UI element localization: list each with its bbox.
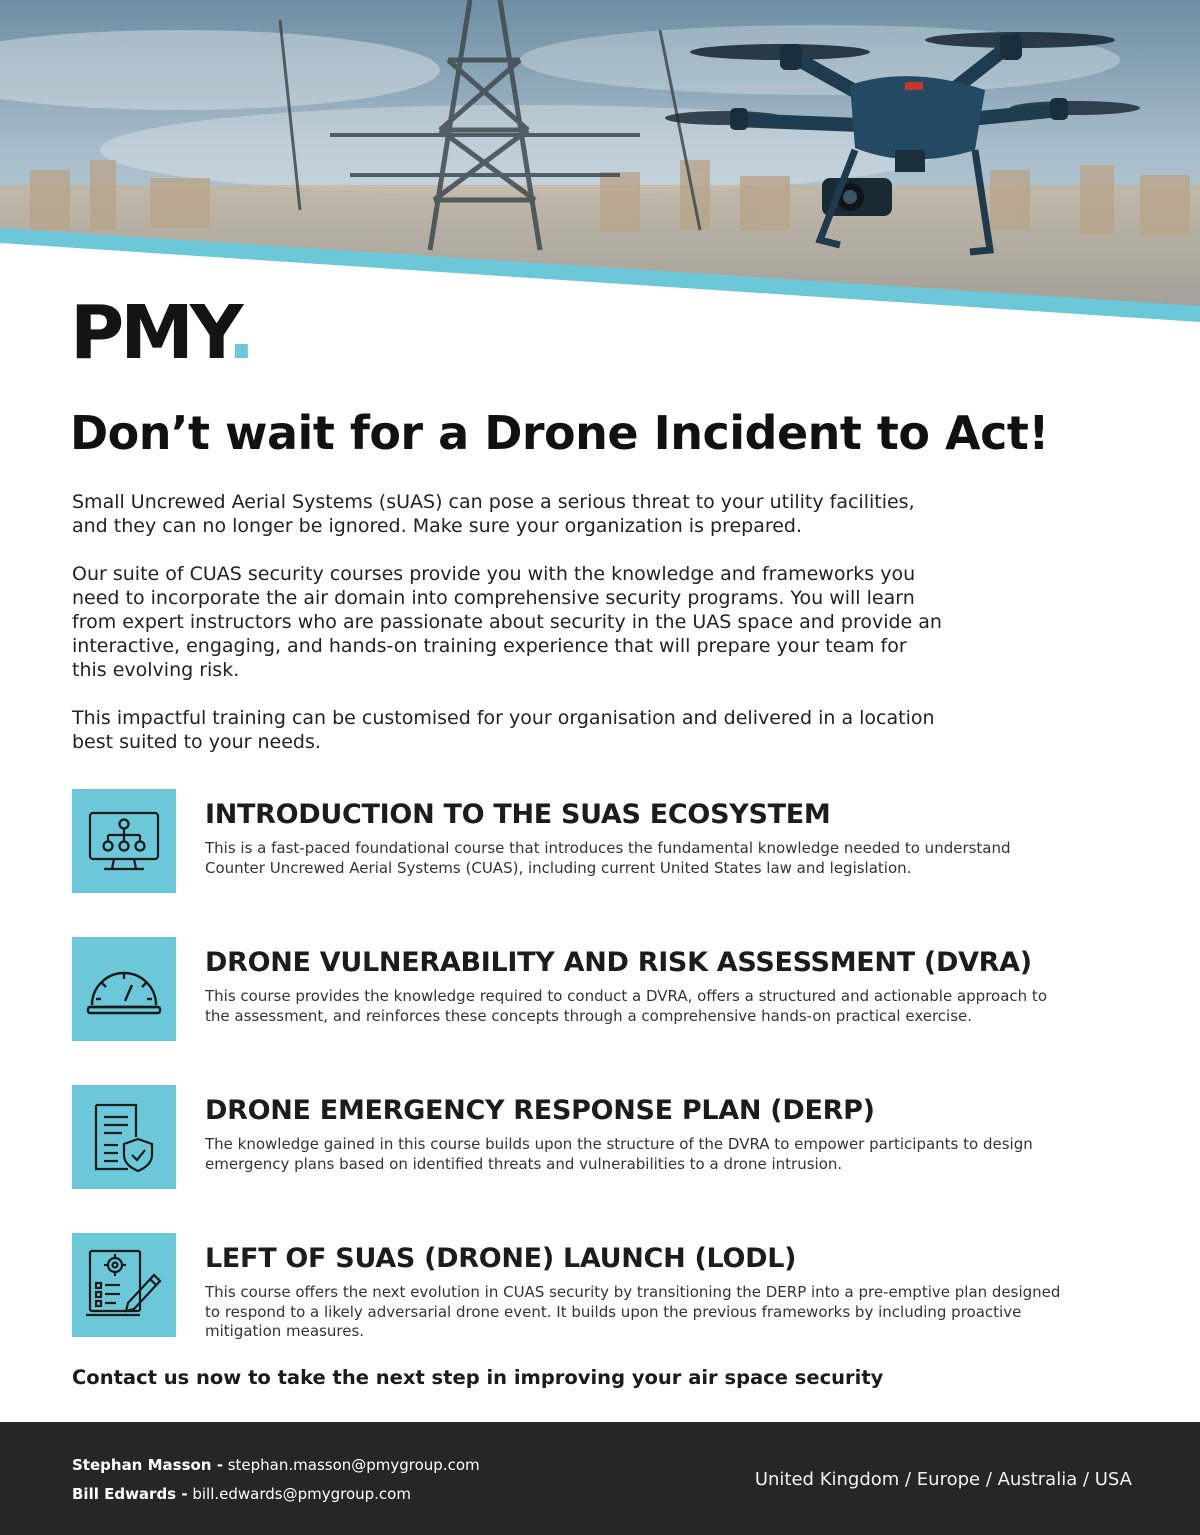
course-title: LEFT OF SUAS (DRONE) LAUNCH (LODL) xyxy=(205,1243,797,1274)
hero-drone-photo xyxy=(0,0,1200,330)
checklist-gear-pencil-icon xyxy=(72,1233,176,1337)
course-item-derp xyxy=(72,1085,1142,1191)
course-description: This course provides the knowledge required to conduct a DVRA, offers a structured and actionable approach to the assessment, and reinforces these concepts through a comprehensive hands-on practical exercise. xyxy=(205,987,1047,1025)
logo-dot: . xyxy=(227,290,252,376)
intro-paragraph: This impactful training can be customised for your organisation and delivered in a location best suited to your needs. xyxy=(72,707,935,753)
contact-name: Bill Edwards - xyxy=(72,1485,188,1503)
intro-paragraph: Our suite of CUAS security courses provide you with the knowledge and frameworks you need to incorporate the air domain into comprehensive security programs. You will learn from expert instructors who are passionate about security in the UAS space and provide an interactive, engaging, and hands-on training experience that will prepare your team for this evolving risk. xyxy=(72,563,942,681)
logo-text: PMY xyxy=(70,290,228,376)
course-description: This course offers the next evolution in CUAS security by transitioning the DERP into a pre-emptive plan designed to respond to a likely adversarial drone event. It builds upon the previous frameworks by including proactive mitigation measures. xyxy=(205,1283,1061,1340)
gauge-icon xyxy=(72,937,176,1041)
contact-stephan-masson xyxy=(72,1456,480,1474)
course-description: This is a fast-paced foundational course that introduces the fundamental knowledge needed to understand Counter Uncrewed Aerial Systems (CUAS), including current United States law and legislation. xyxy=(205,839,1011,877)
pmy-logo xyxy=(70,290,252,376)
course-item-intro-suas xyxy=(72,789,1142,895)
course-item-dvra xyxy=(72,937,1142,1043)
course-title: DRONE EMERGENCY RESPONSE PLAN (DERP) xyxy=(205,1095,875,1126)
intro-paragraph: Small Uncrewed Aerial Systems (sUAS) can pose a serious threat to your utility facilities, and they can no longer be ignored. Make sure your organization is prepared. xyxy=(72,491,915,537)
course-title: DRONE VULNERABILITY AND RISK ASSESSMENT (DVRA) xyxy=(205,947,1032,978)
contact-bill-edwards xyxy=(72,1485,411,1503)
course-description: The knowledge gained in this course builds upon the structure of the DVRA to empower participants to design emergency plans based on identified threats and vulnerabilities to a drone intrusion. xyxy=(205,1135,1033,1173)
intro-text xyxy=(72,490,942,778)
call-to-action: Contact us now to take the next step in improving your air space security xyxy=(72,1366,884,1389)
course-item-lodl xyxy=(72,1233,1142,1339)
regions-list: United Kingdom / Europe / Australia / USA xyxy=(754,1469,1132,1490)
footer xyxy=(0,1422,1200,1535)
page-headline: Don’t wait for a Drone Incident to Act! xyxy=(70,406,1049,460)
contact-email-link[interactable]: bill.edwards@pmygroup.com xyxy=(192,1485,411,1503)
document-shield-icon xyxy=(72,1085,176,1189)
hierarchy-monitor-icon xyxy=(72,789,176,893)
contact-email-link[interactable]: stephan.masson@pmygroup.com xyxy=(227,1456,480,1474)
course-title: INTRODUCTION TO THE SUAS ECOSYSTEM xyxy=(205,799,831,830)
contact-name: Stephan Masson - xyxy=(72,1456,223,1474)
